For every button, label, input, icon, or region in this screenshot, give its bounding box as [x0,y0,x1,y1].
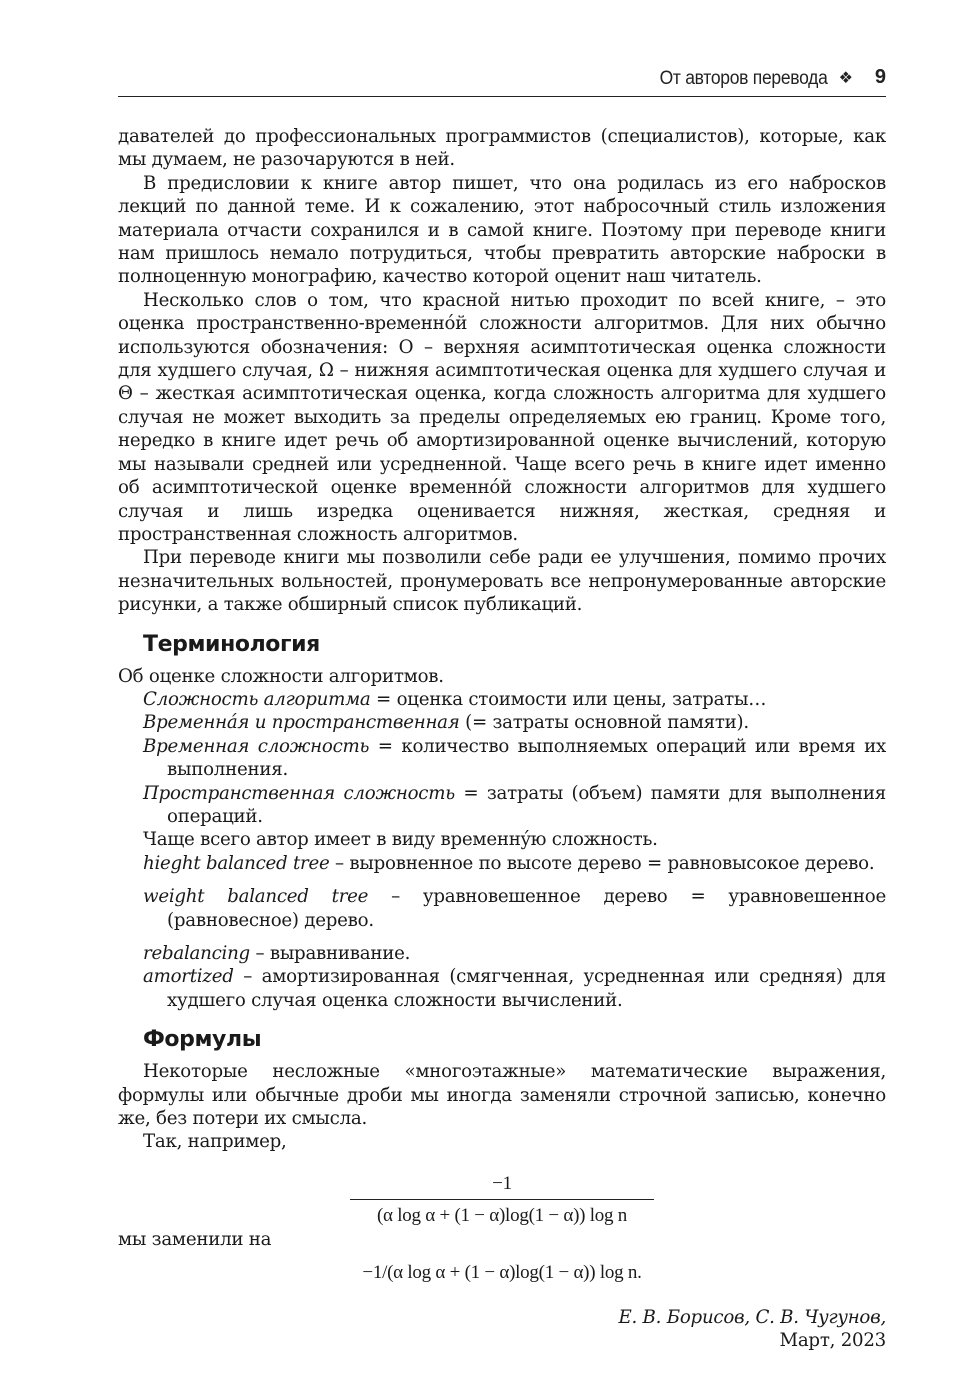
running-header [118,60,886,97]
term-definition: (= затраты основной памяти). [459,712,749,734]
term-note [118,828,886,851]
running-title: От авторов перевода [660,68,828,89]
page [118,60,886,1352]
term-definition: – выровненное по высоте дерево = равновысокое дерево. [329,852,875,874]
term-name: Сложность алгоритма [143,688,371,710]
signature-authors-text: Е. В. Борисов, С. В. Чугунов, [618,1307,886,1329]
term-name: Пространственная сложность [143,782,455,804]
paragraph: Так, например, [143,1131,287,1153]
signature-block [118,1306,886,1352]
fraction-formula [350,1172,654,1228]
signature-date: Март, 2023 [779,1330,886,1352]
term-name: amortized [143,966,234,988]
page-body [118,125,886,1352]
term-item [118,852,886,875]
term-name: weight balanced tree [143,886,369,908]
term-definition: – уравновешенное дерево = уравновешенное (равновесное) дерево. [167,886,886,931]
term-item [118,885,886,932]
fraction-denominator: (α log α + (1 − α)log(1 − α)) log n [376,1205,627,1227]
term-item [118,782,886,829]
term-item [118,735,886,782]
term-definition: = оценка стоимости или цены, затраты… [370,688,767,710]
paragraph: В предисловии к книге автор пишет, что она родилась из его набросков лекций по данной теме. И к сожалению, этот набросочный стиль изложения материала отчасти сохранился и в самой книге. Поэтому при переводе книги нам пришлось немало потрудиться, чтобы превратить авторские наброски в полноценную монографию, качество которой оценит наш читатель. [118,172,886,288]
term-name: hieght balanced tree [143,852,330,874]
term-item [118,942,886,965]
section-heading-formulas: Формулы [143,1027,262,1053]
fraction-numerator: −1 [350,1172,654,1200]
terminology-intro: Об оценке сложности алгоритмов. [118,665,444,687]
term-name: Временная сложность [143,735,370,757]
term-definition: – амортизированная (смягченная, усредненная или средняя) для худшего случая оценка сложности вычислений. [167,966,886,1011]
inline-formula: −1/(α log α + (1 − α)log(1 − α)) log n. [362,1262,642,1284]
term-item [118,711,886,734]
term-definition: = затраты (объем) памяти для выполнения операций. [167,782,886,827]
ornament-icon: ❖ [838,70,853,87]
paragraph: При переводе книги мы позволили себе ради ее улучшения, помимо прочих незначительных вольностей, пронумеровать все непронумерованные авторские рисунки, а также обширный список публикаций. [118,547,886,616]
paragraph-continued: давателей до профессиональных программистов (специалистов), которые, как мы думаем, не разочаруются в ней. [118,126,886,171]
signature-authors [118,1306,886,1329]
page-number: 9 [874,66,886,88]
paragraph: Некоторые несложные «многоэтажные» математические выражения, формулы или обычные дроби мы иногда заменяли строчной записью, конечно же, без потери их смысла. [118,1061,886,1130]
term-definition: – выравнивание. [249,943,411,964]
term-definition: = количество выполняемых операций или время их выполнения. [167,735,886,781]
term-name: Временнáя и пространственная [143,712,460,734]
term-name: rebalancing [143,943,250,964]
term-item [118,688,886,711]
paragraph: мы заменили на [118,1228,272,1250]
term-item [118,965,886,1012]
section-heading-terminology: Терминология [143,631,320,657]
term-definition: Чаще всего автор имеет в виду временнýю сложность. [143,829,658,851]
paragraph: Несколько слов о том, что красной нитью проходит по всей книге, – это оценка пространственно-временнóй сложности алгоритмов. Для них обычно используются обозначения: O – верхняя асимптотическая оценка сложности для худшего случая, Ω – нижняя асимптотическая оценка для худшего случая и Θ – жесткая асимптотическая оценка, когда сложность алгоритма для худшего случая не может выходить за пределы определяемых ею границ. Кроме того, нередко в книге идет речь об амортизированной оценке вычислений, которую мы называли средней или усредненной. Чаще всего речь в книге идет именно об асимптотической оценке временнóй сложности алгоритмов для худшего случая и лишь изредка оценивается нижняя, жесткая, средняя и пространственная сложность алгоритмов. [118,289,886,545]
